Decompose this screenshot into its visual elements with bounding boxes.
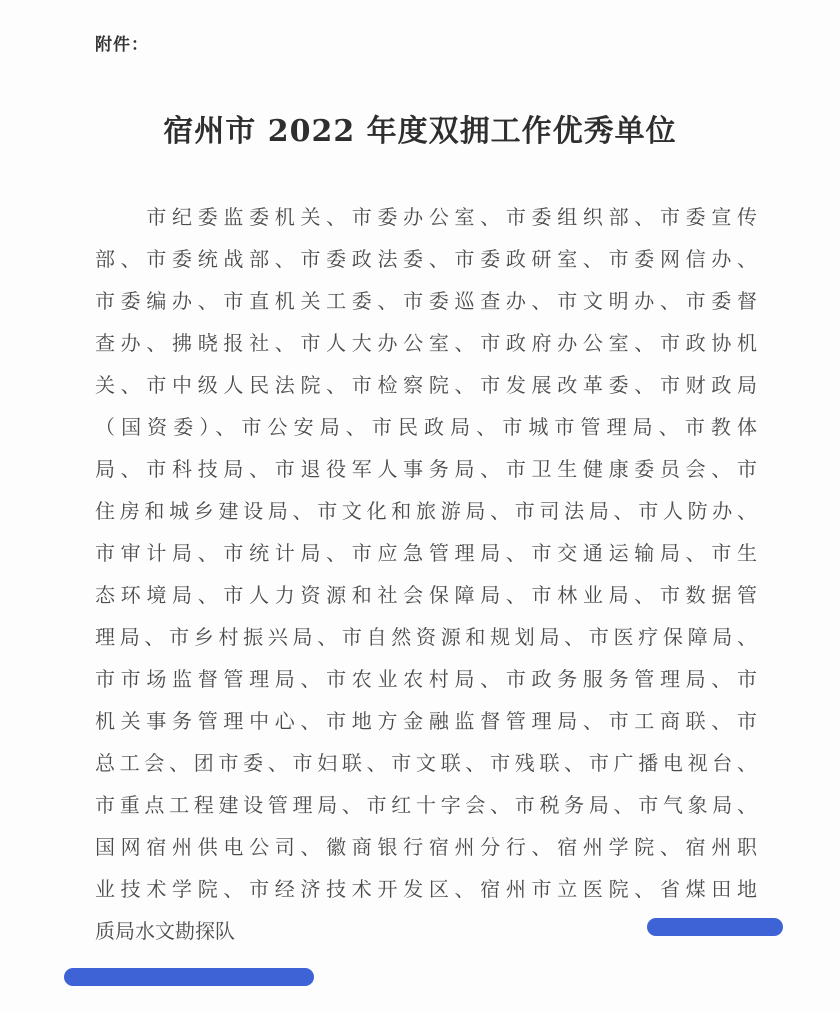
body-line: 市重点工程建设管理局、市红十字会、市税务局、市气象局、 (95, 793, 757, 817)
body-line: 国网宿州供电公司、徽商银行宿州分行、宿州学院、宿州职 (95, 835, 757, 859)
attachment-label: 附件： (95, 35, 149, 55)
body-line: 局、市科技局、市退役军人事务局、市卫生健康委员会、市 (95, 457, 757, 481)
body-line: （国资委）、市公安局、市民政局、市城市管理局、市教体 (95, 415, 757, 439)
body-line: 质局水文勘探队 (95, 919, 235, 943)
body-line: 住房和城乡建设局、市文化和旅游局、市司法局、市人防办、 (95, 499, 757, 523)
body-line: 业技术学院、市经济技术开发区、宿州市立医院、省煤田地 (95, 877, 757, 901)
highlight-underline-mark (647, 918, 783, 936)
body-line: 市委编办、市直机关工委、市委巡查办、市文明办、市委督 (95, 289, 757, 313)
body-line: 市纪委监委机关、市委办公室、市委组织部、市委宣传 (95, 205, 757, 229)
document-body (95, 196, 757, 952)
body-line: 部、市委统战部、市委政法委、市委政研室、市委网信办、 (95, 247, 757, 271)
body-line: 市市场监督管理局、市农业农村局、市政务服务管理局、市 (95, 667, 757, 691)
body-line: 态环境局、市人力资源和社会保障局、市林业局、市数据管 (95, 583, 757, 607)
body-line: 机关事务管理中心、市地方金融监督管理局、市工商联、市 (95, 709, 757, 733)
highlight-underline-mark (64, 968, 314, 986)
body-line: 市审计局、市统计局、市应急管理局、市交通运输局、市生 (95, 541, 757, 565)
body-line: 查办、拂晓报社、市人大办公室、市政府办公室、市政协机 (95, 331, 757, 355)
body-line: 关、市中级人民法院、市检察院、市发展改革委、市财政局 (95, 373, 757, 397)
body-line: 总工会、团市委、市妇联、市文联、市残联、市广播电视台、 (95, 751, 757, 775)
body-line: 理局、市乡村振兴局、市自然资源和规划局、市医疗保障局、 (95, 625, 757, 649)
document-title: 宿州市 2022 年度双拥工作优秀单位 (163, 114, 677, 149)
